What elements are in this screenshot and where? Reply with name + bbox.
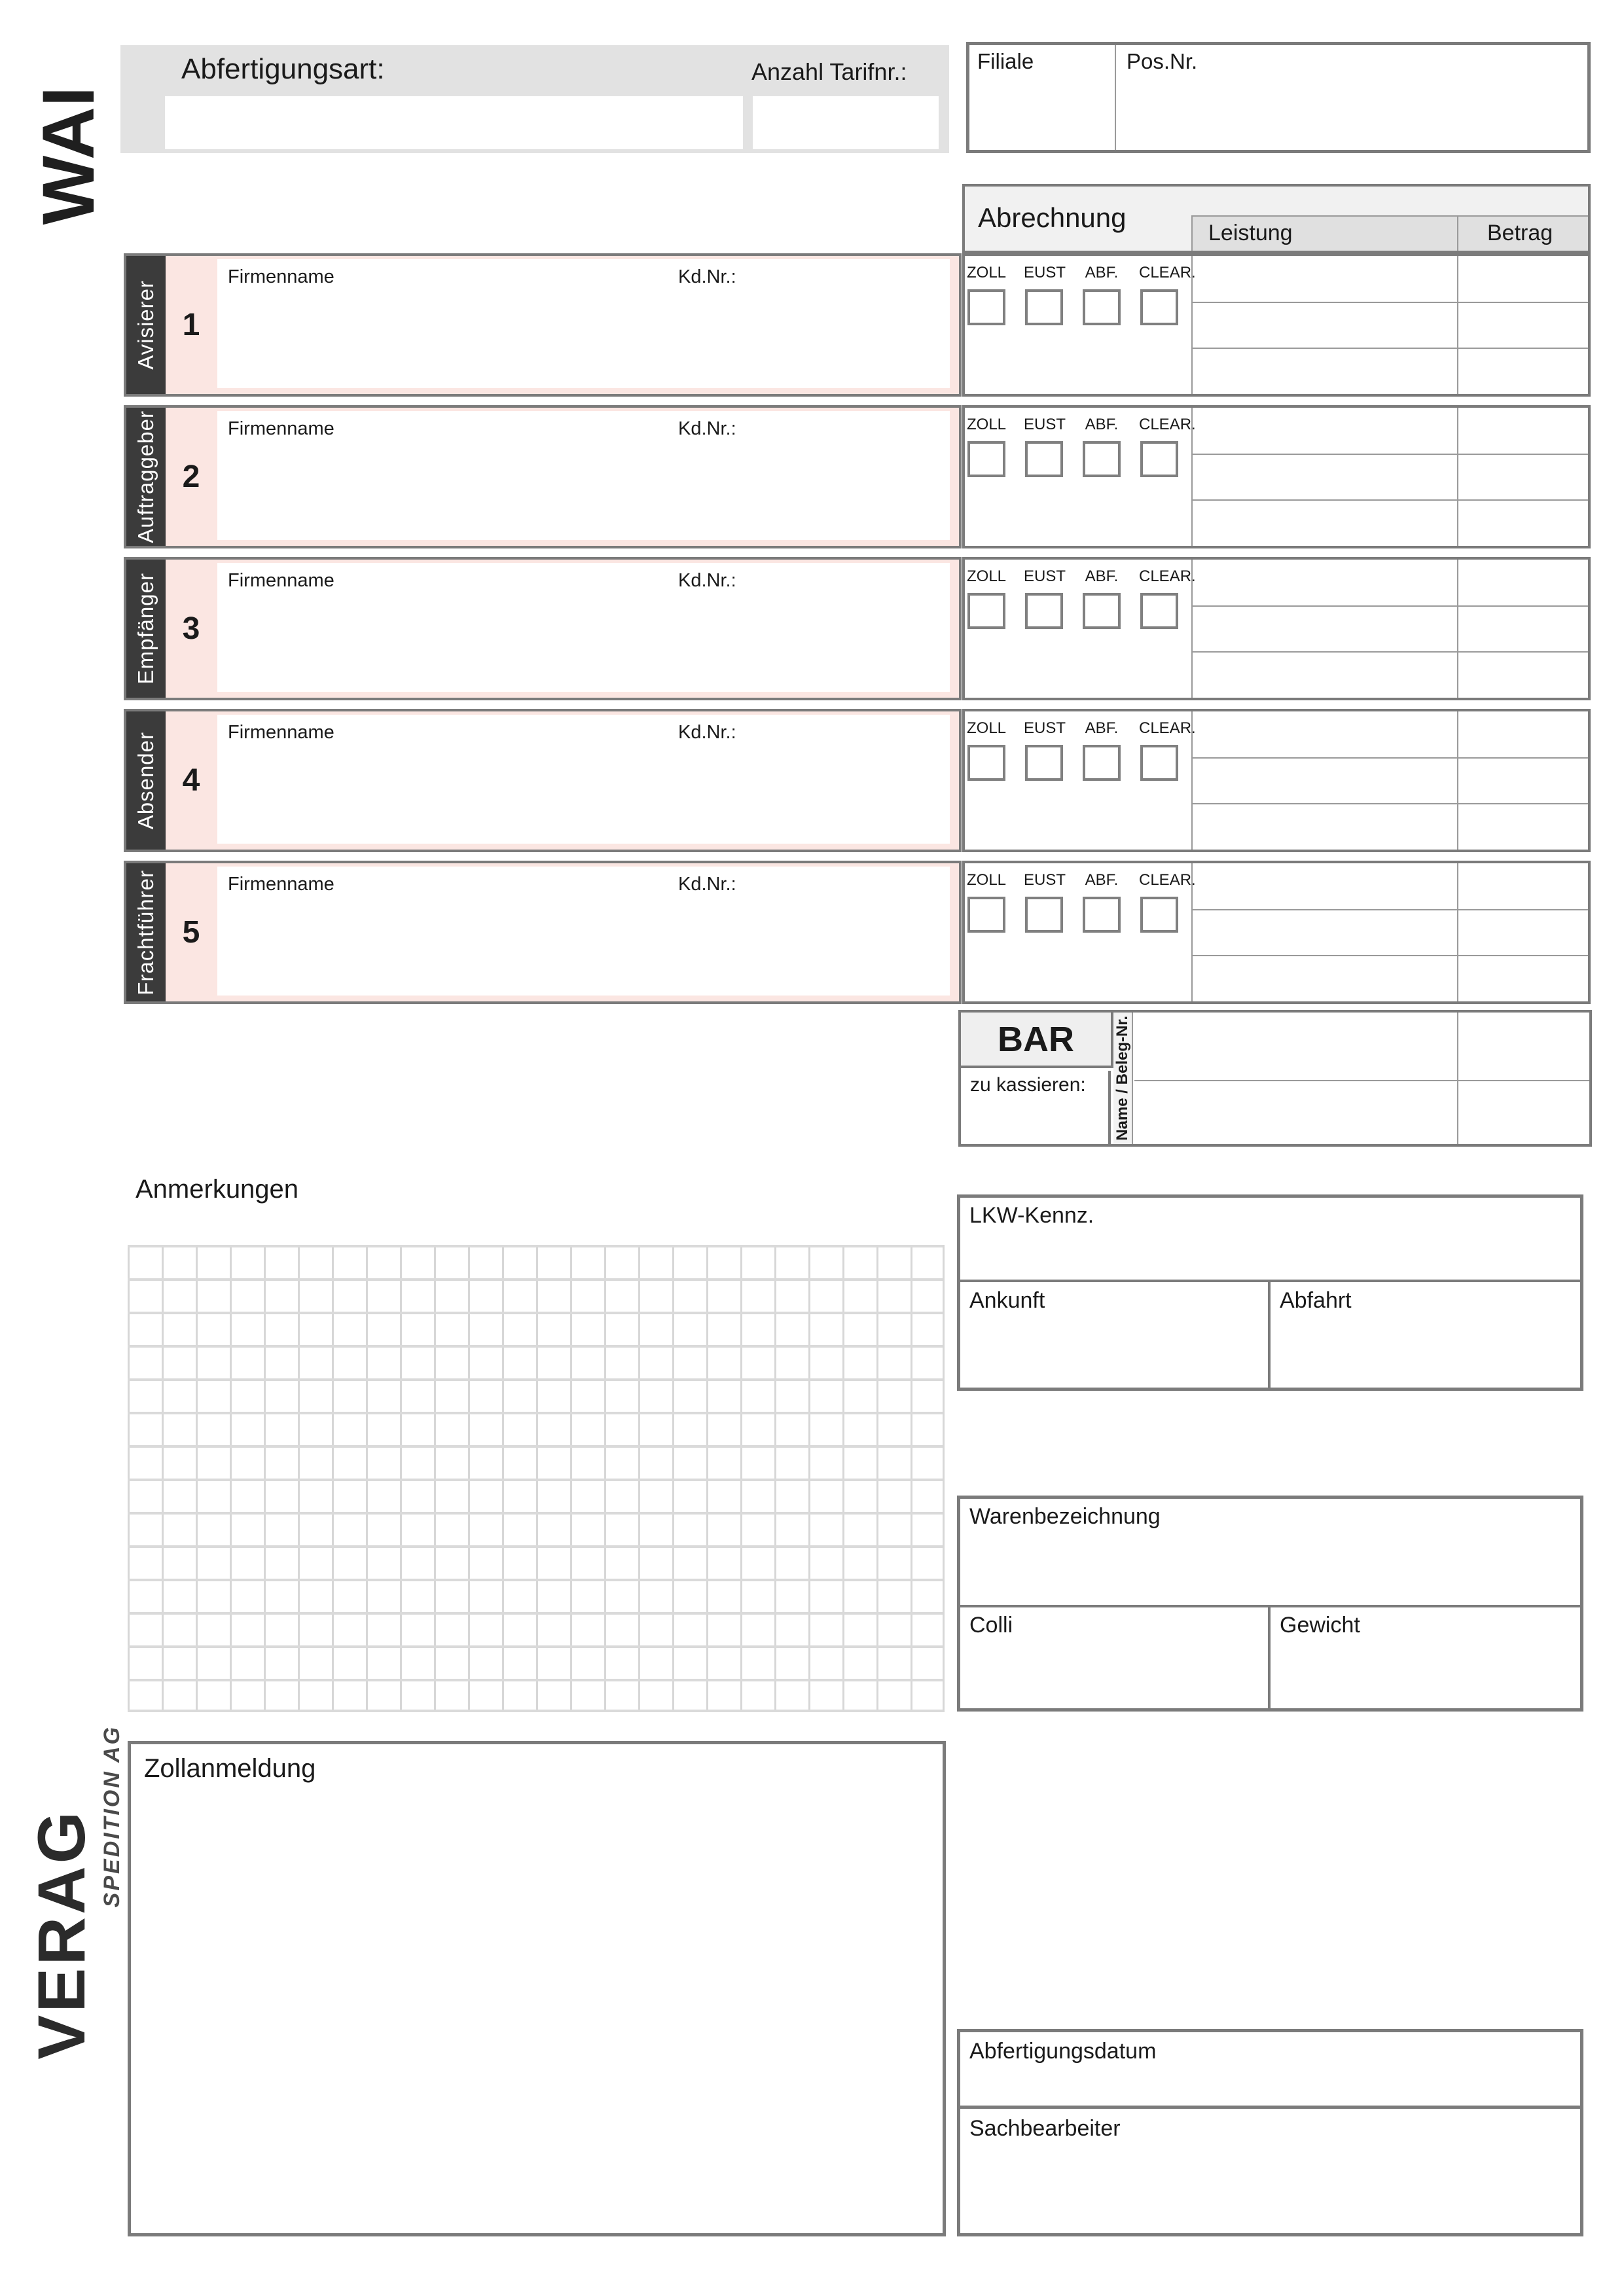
eust-label-1: EUST — [1024, 264, 1066, 281]
footer-block — [957, 2029, 1583, 2236]
abfertigungsdatum-input[interactable] — [960, 2065, 1580, 2106]
wai-logo-text: WAI — [27, 86, 109, 225]
zoll-label-1: ZOLL — [966, 264, 1007, 281]
eust-checkbox-5[interactable] — [1025, 897, 1063, 933]
zoll-checkbox-4[interactable] — [967, 745, 1005, 781]
colli-gewicht-divider — [1268, 1607, 1271, 1708]
zoll-label-2: ZOLL — [966, 416, 1007, 433]
lkw-block — [957, 1194, 1583, 1391]
party-section-2 — [124, 405, 962, 548]
section-number-3: 3 — [182, 611, 200, 646]
clear-checkbox-1[interactable] — [1140, 289, 1178, 325]
eust-label-2: EUST — [1024, 416, 1066, 433]
waren-block — [957, 1496, 1583, 1712]
zoll-column-2 — [966, 416, 1007, 477]
leistung-cell[interactable] — [1193, 757, 1457, 803]
section-number-1: 1 — [182, 308, 200, 342]
leistung-betrag-divider — [1457, 217, 1458, 251]
eust-checkbox-4[interactable] — [1025, 745, 1063, 781]
leistung-cell[interactable] — [1193, 711, 1457, 757]
name-beleg-label: Name / Beleg-Nr. — [1113, 1016, 1131, 1141]
section-number-4: 4 — [182, 763, 200, 798]
betrag-cell[interactable] — [1458, 863, 1588, 909]
zu-kassieren-box[interactable] — [961, 1071, 1111, 1144]
pos-nr-label: Pos.Nr. — [1127, 49, 1198, 73]
filiale-posnr-box — [966, 42, 1591, 153]
abfertigungsdatum-label: Abfertigungsdatum — [969, 2039, 1157, 2064]
lkw-kennz-input[interactable] — [960, 1227, 1580, 1280]
zoll-column-1 — [966, 264, 1007, 325]
clear-checkbox-3[interactable] — [1140, 593, 1178, 629]
leistung-cell[interactable] — [1193, 605, 1457, 651]
abf-checkbox-2[interactable] — [1083, 441, 1121, 477]
section-number-5: 5 — [182, 915, 200, 950]
footer-divider — [960, 2106, 1580, 2109]
spedition-ag-logo — [97, 1689, 127, 1944]
zu-kassieren-label: zu kassieren: — [970, 1074, 1086, 1096]
clear-label-1: CLEAR. — [1139, 264, 1196, 281]
abf-column-2 — [1081, 416, 1122, 477]
kdnr-label-1: Kd.Nr.: — [678, 266, 736, 287]
betrag-cell[interactable] — [1458, 560, 1588, 605]
abf-label-5: ABF. — [1085, 871, 1119, 889]
sachbearbeiter-label: Sachbearbeiter — [969, 2116, 1121, 2141]
eust-label-4: EUST — [1024, 719, 1066, 737]
abf-column-3 — [1081, 567, 1122, 629]
party-section-1 — [124, 253, 962, 397]
leistung-column-header: Leistung — [1208, 221, 1293, 245]
anmerkungen-label: Anmerkungen — [135, 1175, 299, 1204]
role-strip-1 — [126, 256, 166, 394]
filiale-label: Filiale — [977, 49, 1034, 73]
leistung-cell[interactable] — [1193, 408, 1457, 454]
party-entry-area-1[interactable] — [217, 259, 950, 388]
abfahrt-label: Abfahrt — [1280, 1288, 1352, 1313]
checkbox-zone-1 — [965, 256, 1196, 394]
firmenname-label-5: Firmenname — [228, 874, 334, 895]
eust-label-3: EUST — [1024, 567, 1066, 585]
filiale-input[interactable] — [969, 78, 1113, 150]
party-section-5 — [124, 861, 962, 1004]
role-strip-5 — [126, 863, 166, 1001]
leistung-cell[interactable] — [1193, 955, 1457, 1001]
betrag-cell[interactable] — [1458, 408, 1588, 454]
anzahl-tarifnr-label: Anzahl Tarifnr.: — [751, 58, 907, 85]
abf-label-1: ABF. — [1085, 264, 1119, 281]
leistung-cell[interactable] — [1193, 909, 1457, 955]
party-entry-area-5[interactable] — [217, 867, 950, 996]
abf-checkbox-5[interactable] — [1083, 897, 1121, 933]
role-label-5: Frachtführer — [134, 869, 158, 996]
clear-checkbox-4[interactable] — [1140, 745, 1178, 781]
zoll-checkbox-2[interactable] — [967, 441, 1005, 477]
clear-column-1 — [1139, 264, 1196, 325]
abrechnung-section-2 — [962, 405, 1591, 548]
zoll-column-4 — [966, 719, 1007, 781]
abf-checkbox-4[interactable] — [1083, 745, 1121, 781]
role-label-3: Empfänger — [134, 573, 158, 685]
ankunft-input[interactable] — [960, 1316, 1267, 1388]
verag-logo — [26, 1731, 97, 2137]
leistung-cell[interactable] — [1193, 454, 1457, 499]
eust-column-3 — [1024, 567, 1064, 629]
pos-nr-input[interactable] — [1117, 78, 1586, 150]
role-label-1: Avisierer — [134, 280, 158, 370]
leistung-cell[interactable] — [1193, 499, 1457, 546]
checkbox-zone-3 — [965, 560, 1196, 698]
party-section-3 — [124, 557, 962, 700]
zollanmeldung-box[interactable] — [128, 1741, 946, 2236]
betrag-cell[interactable] — [1458, 256, 1588, 302]
clear-label-4: CLEAR. — [1139, 719, 1196, 737]
warenbezeichnung-input[interactable] — [960, 1528, 1580, 1605]
abrechnung-column-band — [1191, 215, 1588, 251]
betrag-cell[interactable] — [1458, 651, 1588, 698]
bar-betrag-cell[interactable] — [1458, 1013, 1589, 1080]
abf-checkbox-3[interactable] — [1083, 593, 1121, 629]
checkbox-zone-2 — [965, 408, 1196, 546]
abrechnung-title: Abrechnung — [978, 202, 1127, 233]
gewicht-input[interactable] — [1272, 1640, 1580, 1708]
role-strip-2 — [126, 408, 166, 546]
clear-label-5: CLEAR. — [1139, 871, 1196, 889]
eust-label-5: EUST — [1024, 871, 1066, 889]
abfertigungsart-label: Abfertigungsart: — [181, 53, 385, 85]
kdnr-label-2: Kd.Nr.: — [678, 418, 736, 439]
colli-label: Colli — [969, 1613, 1013, 1638]
bar-betrag-cell[interactable] — [1458, 1080, 1589, 1144]
anzahl-tarifnr-input[interactable] — [753, 96, 939, 149]
clear-checkbox-5[interactable] — [1140, 897, 1178, 933]
betrag-cell[interactable] — [1458, 909, 1588, 955]
eust-column-2 — [1024, 416, 1064, 477]
abf-checkbox-1[interactable] — [1083, 289, 1121, 325]
kdnr-label-4: Kd.Nr.: — [678, 722, 736, 743]
party-entry-area-3[interactable] — [217, 563, 950, 692]
ankunft-label: Ankunft — [969, 1288, 1045, 1313]
clear-column-4 — [1139, 719, 1196, 781]
role-strip-3 — [126, 560, 166, 698]
colli-input[interactable] — [960, 1640, 1267, 1708]
bar-leistung-cell[interactable] — [1134, 1013, 1457, 1080]
bar-title: BAR — [998, 1019, 1074, 1059]
abf-label-4: ABF. — [1085, 719, 1119, 737]
zoll-label-3: ZOLL — [966, 567, 1007, 585]
bar-block — [958, 1010, 1592, 1147]
abrechnung-section-3 — [962, 557, 1591, 700]
betrag-cell[interactable] — [1458, 757, 1588, 803]
bar-leistung-cell[interactable] — [1134, 1080, 1457, 1144]
zoll-label-4: ZOLL — [966, 719, 1007, 737]
role-label-2: Auftraggeber — [134, 410, 158, 543]
leistung-cell[interactable] — [1193, 863, 1457, 909]
betrag-cell[interactable] — [1458, 348, 1588, 394]
abrechnung-header — [962, 184, 1591, 253]
eust-column-5 — [1024, 871, 1064, 933]
abf-column-1 — [1081, 264, 1122, 325]
betrag-cell[interactable] — [1458, 302, 1588, 348]
eust-column-1 — [1024, 264, 1064, 325]
betrag-cell[interactable] — [1458, 711, 1588, 757]
eust-column-4 — [1024, 719, 1064, 781]
betrag-cell[interactable] — [1458, 803, 1588, 850]
clear-column-5 — [1139, 871, 1196, 933]
firmenname-label-4: Firmenname — [228, 722, 334, 743]
kdnr-label-5: Kd.Nr.: — [678, 874, 736, 895]
abfertigungsart-input[interactable] — [165, 96, 743, 149]
abfahrt-input[interactable] — [1272, 1316, 1580, 1388]
zoll-checkbox-5[interactable] — [967, 897, 1005, 933]
betrag-cell[interactable] — [1458, 605, 1588, 651]
abrechnung-section-1 — [962, 253, 1591, 397]
role-label-4: Absender — [134, 731, 158, 830]
leistung-cell[interactable] — [1193, 560, 1457, 605]
zoll-checkbox-1[interactable] — [967, 289, 1005, 325]
betrag-column-header: Betrag — [1487, 221, 1553, 245]
leistung-cell[interactable] — [1193, 256, 1457, 302]
firmenname-label-3: Firmenname — [228, 570, 334, 591]
eust-checkbox-2[interactable] — [1025, 441, 1063, 477]
zoll-label-5: ZOLL — [966, 871, 1007, 889]
zollanmeldung-label: Zollanmeldung — [144, 1754, 316, 1783]
firmenname-label-2: Firmenname — [228, 418, 334, 439]
firmenname-label-1: Firmenname — [228, 266, 334, 287]
abf-label-2: ABF. — [1085, 416, 1119, 433]
zoll-column-3 — [966, 567, 1007, 629]
role-strip-4 — [126, 711, 166, 850]
bar-title-box — [961, 1013, 1113, 1068]
clear-checkbox-2[interactable] — [1140, 441, 1178, 477]
zoll-column-5 — [966, 871, 1007, 933]
anmerkungen-grid[interactable] — [128, 1245, 945, 1712]
abf-label-3: ABF. — [1085, 567, 1119, 585]
party-entry-area-2[interactable] — [217, 411, 950, 540]
party-entry-area-4[interactable] — [217, 715, 950, 844]
abfertigung-header-block — [120, 45, 949, 153]
party-section-4 — [124, 709, 962, 852]
leistung-cell[interactable] — [1193, 803, 1457, 850]
warenbezeichnung-label: Warenbezeichnung — [969, 1504, 1161, 1529]
clear-column-3 — [1139, 567, 1196, 629]
verag-logo-text: VERAG — [24, 1808, 99, 2060]
clear-column-2 — [1139, 416, 1196, 477]
gewicht-label: Gewicht — [1280, 1613, 1360, 1638]
betrag-cell[interactable] — [1458, 454, 1588, 499]
sachbearbeiter-input[interactable] — [960, 2144, 1580, 2233]
betrag-cell[interactable] — [1458, 955, 1588, 1001]
spedition-ag-text: SPEDITION AG — [99, 1725, 124, 1908]
lkw-kennz-label: LKW-Kennz. — [969, 1203, 1094, 1228]
eust-checkbox-3[interactable] — [1025, 593, 1063, 629]
kdnr-label-3: Kd.Nr.: — [678, 570, 736, 591]
abf-column-4 — [1081, 719, 1122, 781]
zoll-checkbox-3[interactable] — [967, 593, 1005, 629]
eust-checkbox-1[interactable] — [1025, 289, 1063, 325]
checkbox-zone-4 — [965, 711, 1196, 850]
wai-logo — [25, 41, 111, 271]
leistung-cell[interactable] — [1193, 348, 1457, 394]
name-beleg-strip — [1113, 1013, 1133, 1144]
betrag-cell[interactable] — [1458, 499, 1588, 546]
abrechnung-section-5 — [962, 861, 1591, 1004]
clear-label-3: CLEAR. — [1139, 567, 1196, 585]
abrechnung-section-4 — [962, 709, 1591, 852]
clear-label-2: CLEAR. — [1139, 416, 1196, 433]
leistung-cell[interactable] — [1193, 302, 1457, 348]
section-number-2: 2 — [182, 459, 200, 494]
leistung-cell[interactable] — [1193, 651, 1457, 698]
checkbox-zone-5 — [965, 863, 1196, 1001]
filiale-posnr-divider — [1115, 45, 1116, 150]
ankunft-abfahrt-divider — [1268, 1282, 1271, 1388]
abf-column-5 — [1081, 871, 1122, 933]
